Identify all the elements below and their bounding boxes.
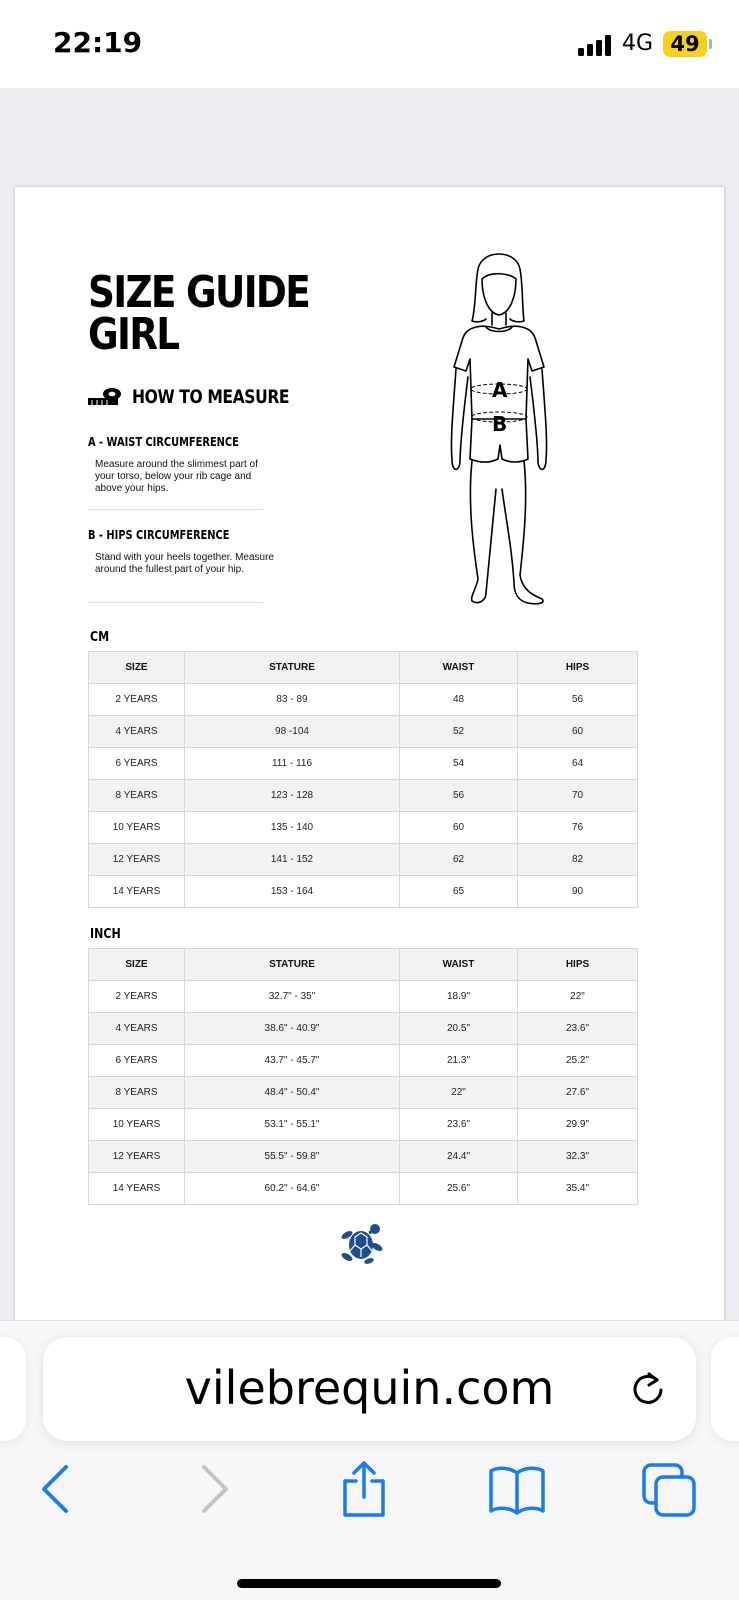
table-cell: 123 - 128 [185,780,400,812]
inch-label: INCH [90,927,121,942]
table-header-row [89,652,638,684]
table-cell: 53.1" - 55.1" [185,1109,400,1141]
column-header: SIZE [89,652,185,684]
girl-figure-illustration [420,249,580,611]
table-cell: 32.7" - 35" [185,981,400,1013]
table-cell: 52 [400,716,518,748]
table-cell: 6 YEARS [89,748,185,780]
table-row [89,1077,638,1109]
table-row [89,1109,638,1141]
table-cell: 8 YEARS [89,1077,185,1109]
reload-icon[interactable] [627,1368,669,1410]
table-row [89,684,638,716]
waist-heading: A - WAIST CIRCUMFERENCE [88,435,239,449]
table-cell: 10 YEARS [89,812,185,844]
table-cell: 65 [400,876,518,908]
table-cell: 6 YEARS [89,1045,185,1077]
table-cell: 20.5" [400,1013,518,1045]
table-cell: 83 - 89 [185,684,400,716]
table-row [89,981,638,1013]
table-body [89,684,638,908]
column-header: SIZE [89,949,185,981]
table-cell: 62 [400,844,518,876]
bookmarks-icon[interactable] [487,1459,547,1519]
table-cell: 76 [518,812,638,844]
table-cell: 82 [518,844,638,876]
turtle-logo [339,1221,385,1265]
table-cell: 60.2" - 64.6" [185,1173,400,1205]
url-text[interactable]: vilebrequin.com [184,1361,555,1415]
waist-description: Measure around the slimmest part of your torso, below your rib cage and above your hips. [95,459,258,494]
table-cell: 23.6" [400,1109,518,1141]
table-cell: 10 YEARS [89,1109,185,1141]
table-row [89,1013,638,1045]
battery-level: 49 [663,31,707,57]
cm-label: CM [90,630,110,645]
table-cell: 18.9" [400,981,518,1013]
table-cell: 55.5" - 59.8" [185,1141,400,1173]
table-header-row [89,949,638,981]
table-row [89,812,638,844]
table-cell: 56 [400,780,518,812]
hips-heading: B - HIPS CIRCUMFERENCE [88,528,230,542]
network-type: 4G [622,31,654,56]
table-cell: 2 YEARS [89,684,185,716]
table-cell: 32.3" [518,1141,638,1173]
column-header: HIPS [518,652,638,684]
table-row [89,844,638,876]
web-viewport[interactable] [0,88,739,1320]
table-cell: 8 YEARS [89,780,185,812]
battery-cap [709,39,712,49]
signal-icon [578,34,614,56]
table-header [89,949,638,981]
home-indicator[interactable] [237,1579,501,1588]
address-bar[interactable] [43,1337,696,1441]
hips-description: Stand with your heels together. Measure around the fullest part of your hip. [95,552,274,575]
table-row [89,1045,638,1077]
table-cell: 14 YEARS [89,1173,185,1205]
table-cell: 111 - 116 [185,748,400,780]
table-cell: 98 -104 [185,716,400,748]
previous-tab-pill[interactable] [0,1337,26,1441]
divider [88,509,263,510]
table-cell: 56 [518,684,638,716]
column-header: WAIST [400,652,518,684]
table-cell: 4 YEARS [89,716,185,748]
table-header [89,652,638,684]
table-cell: 21.3" [400,1045,518,1077]
share-icon[interactable] [339,1459,389,1519]
table-cell: 24.4" [400,1141,518,1173]
table-body [89,981,638,1205]
inch-size-table [88,948,638,1205]
table-cell: 54 [400,748,518,780]
forward-icon[interactable] [196,1459,232,1519]
size-guide-page [15,187,724,1320]
status-time: 22:19 [53,26,143,59]
next-tab-pill[interactable] [711,1337,739,1441]
divider [88,602,263,603]
table-row [89,876,638,908]
table-cell: 14 YEARS [89,876,185,908]
page-title: SIZE GUIDE GIRL [88,267,310,360]
table-cell: 25.2" [518,1045,638,1077]
table-cell: 29.9" [518,1109,638,1141]
column-header: STATURE [185,652,400,684]
table-row [89,716,638,748]
status-bar [0,0,739,88]
table-cell: 25.6" [400,1173,518,1205]
table-cell: 48 [400,684,518,716]
table-cell: 4 YEARS [89,1013,185,1045]
table-row [89,748,638,780]
table-cell: 27.6" [518,1077,638,1109]
table-row [89,780,638,812]
table-cell: 60 [400,812,518,844]
table-cell: 12 YEARS [89,1141,185,1173]
table-cell: 22" [400,1077,518,1109]
how-to-measure-heading: HOW TO MEASURE [132,386,290,408]
table-cell: 64 [518,748,638,780]
tape-measure-icon [88,386,122,408]
table-cell: 12 YEARS [89,844,185,876]
table-cell: 90 [518,876,638,908]
figure-label-b: B [492,412,508,436]
table-cell: 60 [518,716,638,748]
table-row [89,1173,638,1205]
table-cell: 2 YEARS [89,981,185,1013]
table-cell: 23.6" [518,1013,638,1045]
browser-toolbar [0,1320,739,1600]
tabs-icon[interactable] [640,1459,698,1519]
column-header: WAIST [400,949,518,981]
table-cell: 22" [518,981,638,1013]
cm-size-table [88,651,638,908]
table-cell: 135 - 140 [185,812,400,844]
table-cell: 38.6" - 40.9" [185,1013,400,1045]
column-header: STATURE [185,949,400,981]
how-to-measure-row [88,384,324,410]
column-header: HIPS [518,949,638,981]
table-cell: 70 [518,780,638,812]
table-cell: 153 - 164 [185,876,400,908]
back-icon[interactable] [38,1459,74,1519]
figure-label-a: A [492,378,508,402]
table-row [89,1141,638,1173]
table-cell: 35.4" [518,1173,638,1205]
table-cell: 43.7" - 45.7" [185,1045,400,1077]
table-cell: 48.4" - 50.4" [185,1077,400,1109]
table-cell: 141 - 152 [185,844,400,876]
